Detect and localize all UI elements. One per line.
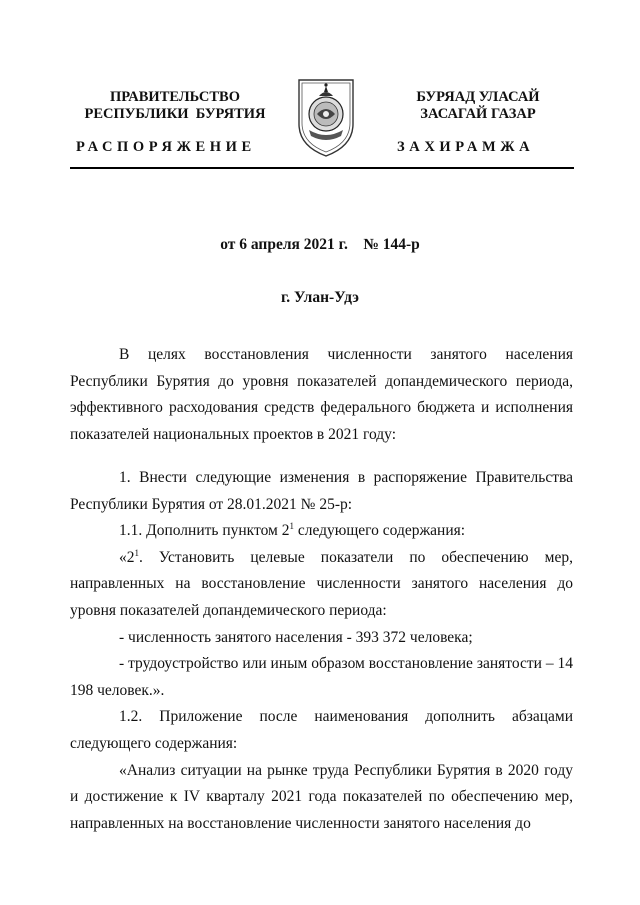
city: г. Улан-Удэ bbox=[280, 289, 359, 306]
issuer-name-russian bbox=[70, 89, 280, 123]
document-type-russian: РАСПОРЯЖЕНИЕ bbox=[76, 139, 256, 155]
quoted-clause-superscript: 1 bbox=[134, 547, 139, 558]
issuer-line-2: РЕСПУБЛИКИ БУРЯТИЯ bbox=[84, 106, 266, 122]
bullet-employed-population: - численность занятого населения - 393 372 человека; bbox=[119, 628, 473, 646]
coat-of-arms-buryatia-icon bbox=[295, 74, 357, 158]
issuer-line-1: ПРАВИТЕЛЬСТВО bbox=[110, 89, 240, 105]
item-1-1-text-a: 1.1. Дополнить пунктом 2 bbox=[119, 522, 290, 540]
item-1-1 bbox=[70, 518, 573, 545]
issuer-line-1-buryat: БУРЯАД УЛАСАЙ bbox=[416, 89, 540, 105]
quoted-clause bbox=[70, 545, 573, 625]
issuer-line-2-buryat: ЗАСАГАЙ ГАЗАР bbox=[420, 106, 536, 122]
decision-block bbox=[70, 465, 573, 837]
preamble-block bbox=[70, 342, 573, 448]
document-type-buryat: ЗАХИРАМЖА bbox=[397, 139, 535, 155]
analysis-paragraph: «Анализ ситуации на рынке труда Республики Бурятия в 2020 году и достижение к IV кварталу 2021 года показателей по обеспечению мер, направленных на восстановление численности занятого населения до bbox=[70, 761, 573, 832]
bullet-employment-restored: - трудоустройство или иным образом восстановление занятости – 14 198 человек.». bbox=[70, 655, 573, 699]
item-1-1-text-b: следующего содержания: bbox=[293, 522, 466, 540]
quoted-clause-number: «2 bbox=[119, 548, 135, 566]
date-and-number: от 6 апреля 2021 г. № 144-р bbox=[220, 236, 420, 253]
item-1: 1. Внести следующие изменения в распоряжение Правительства Республики Бурятия от 28.01.2021 № 25-р: bbox=[70, 469, 573, 513]
item-1-1-superscript: 1 bbox=[289, 521, 294, 532]
header-divider bbox=[70, 167, 574, 169]
issuer-name-buryat bbox=[383, 89, 573, 123]
item-1-2: 1.2. Приложение после наименования дополнить абзацами следующего содержания: bbox=[70, 708, 573, 752]
preamble-paragraph: В целях восстановления численности занятого населения Республики Бурятия до уровня показателей допандемического периода, эффективного расходования средств федерального бюджета и исполнения показателей национальных проектов в 2021 году: bbox=[70, 346, 573, 443]
quoted-clause-text: . Установить целевые показатели по обеспечению мер, направленных на восстановление численности занятого населения до уровня показателей допандемического периода: bbox=[70, 548, 573, 619]
